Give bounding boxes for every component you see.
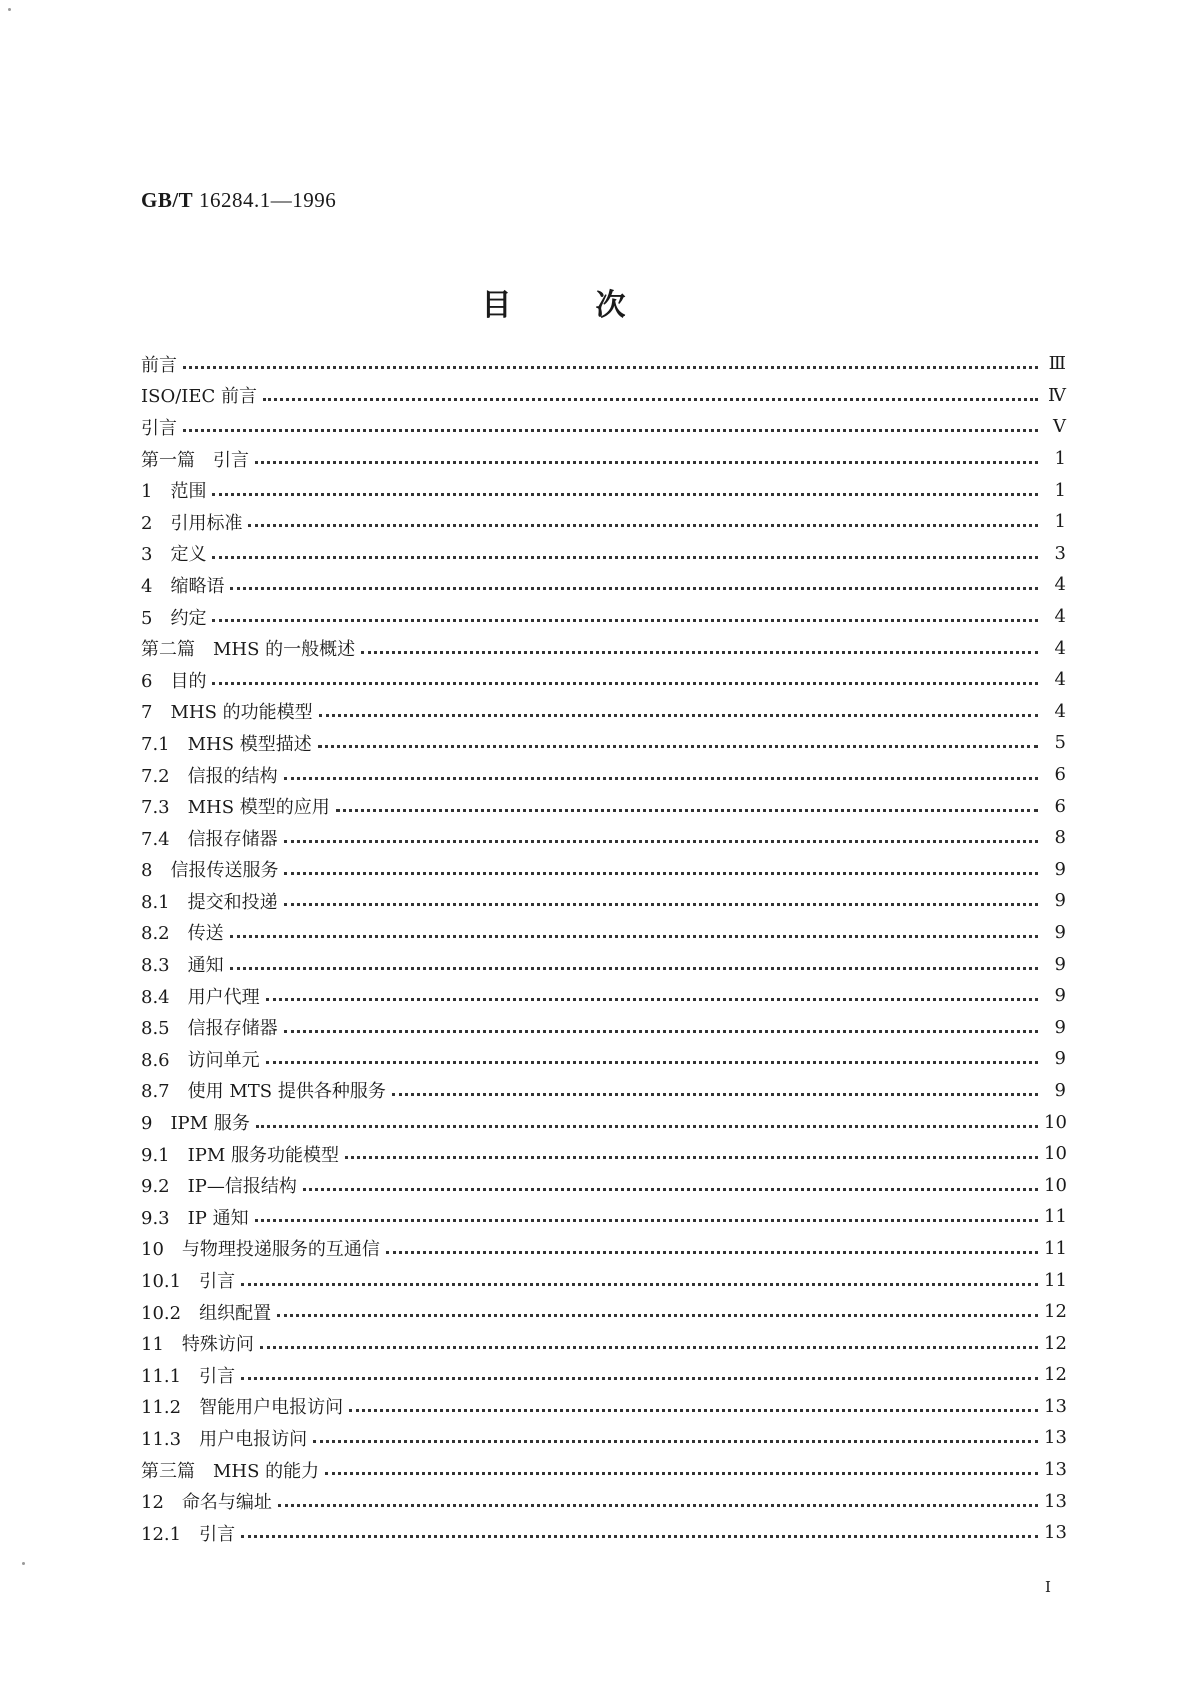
toc-entry-page: 1 [1054, 448, 1066, 470]
dot-leader [336, 809, 1038, 812]
toc-entry-label: 2 引用标准 [141, 512, 243, 534]
toc-entry-page: 4 [1054, 669, 1066, 691]
toc-entry[interactable] [141, 348, 1066, 380]
standard-number: 16284.1—1996 [198, 188, 337, 212]
toc-entry[interactable] [141, 1264, 1066, 1296]
dot-leader [266, 1061, 1038, 1064]
dot-leader [325, 1472, 1038, 1475]
page-number: Ⅰ [1045, 1580, 1051, 1596]
table-of-contents [141, 348, 1066, 1549]
dot-leader [284, 777, 1038, 780]
toc-entry-page: 9 [1054, 858, 1066, 880]
toc-entry[interactable] [141, 1106, 1066, 1138]
toc-entry-page: 6 [1054, 795, 1066, 817]
toc-entry-label: 8 信报传送服务 [141, 860, 279, 882]
dot-leader [241, 1283, 1038, 1286]
toc-entry-page: 9 [1054, 985, 1066, 1007]
toc-entry-page: 13 [1044, 1459, 1067, 1481]
toc-entry-label: 9.2 IP—信报结构 [141, 1176, 297, 1198]
toc-entry-page: 10 [1044, 1143, 1067, 1165]
toc-entry-label: 9 IPM 服务 [141, 1113, 250, 1135]
toc-entry-label: 10 与物理投递服务的互通信 [141, 1239, 380, 1261]
toc-entry[interactable] [141, 822, 1066, 854]
dot-leader [319, 714, 1038, 717]
toc-entry-page: 11 [1044, 1269, 1067, 1291]
toc-entry[interactable] [141, 917, 1066, 949]
toc-entry[interactable] [141, 948, 1066, 980]
toc-entry[interactable] [141, 1454, 1066, 1486]
toc-entry[interactable] [141, 632, 1066, 664]
standard-prefix: GB/T [141, 188, 194, 212]
toc-entry-page: 9 [1054, 953, 1066, 975]
dot-leader [230, 935, 1038, 938]
scan-speck [22, 1562, 25, 1565]
dot-leader [230, 587, 1038, 590]
dot-leader [263, 398, 1038, 401]
toc-entry[interactable] [141, 696, 1066, 728]
dot-leader [392, 1093, 1038, 1096]
toc-entry-label: 7 MHS 的功能模型 [141, 702, 313, 724]
toc-entry-page: 4 [1054, 700, 1066, 722]
toc-entry[interactable] [141, 411, 1066, 443]
toc-entry-page: Ⅳ [1048, 384, 1066, 406]
toc-entry-label: 8.7 使用 MTS 提供各种服务 [141, 1081, 386, 1103]
toc-entry[interactable] [141, 1011, 1066, 1043]
toc-entry[interactable] [141, 664, 1066, 696]
toc-entry-label: 第三篇 MHS 的能力 [141, 1460, 320, 1482]
toc-entry-label: 11.1 引言 [141, 1365, 236, 1387]
dot-leader [212, 619, 1038, 622]
dot-leader [361, 651, 1038, 654]
toc-entry[interactable] [141, 1233, 1066, 1265]
toc-entry-page: 12 [1044, 1332, 1067, 1354]
toc-entry-label: 8.2 传送 [141, 923, 224, 945]
toc-entry-label: 6 目的 [141, 670, 207, 692]
toc-entry-label: ISO/IEC 前言 [141, 386, 258, 408]
toc-entry-label: 5 约定 [141, 607, 207, 629]
toc-entry-label: 8.6 访问单元 [141, 1049, 260, 1071]
toc-entry[interactable] [141, 1075, 1066, 1107]
toc-entry-label: 12 命名与编址 [141, 1492, 272, 1514]
toc-entry[interactable] [141, 1043, 1066, 1075]
toc-entry[interactable] [141, 1138, 1066, 1170]
dot-leader [248, 524, 1038, 527]
toc-entry-label: 8.5 信报存储器 [141, 1018, 278, 1040]
toc-entry-label: 7.1 MHS 模型描述 [141, 733, 312, 755]
toc-entry-page: 1 [1054, 511, 1066, 533]
toc-entry-label: 第一篇 引言 [141, 449, 249, 471]
dot-leader [349, 1409, 1038, 1412]
toc-entry-page: 5 [1054, 732, 1066, 754]
dot-leader [318, 745, 1038, 748]
toc-entry[interactable] [141, 569, 1066, 601]
toc-entry-page: Ⅲ [1048, 353, 1066, 375]
dot-leader [386, 1251, 1038, 1254]
toc-entry[interactable] [141, 727, 1066, 759]
toc-entry-page: 9 [1054, 1016, 1066, 1038]
toc-entry-page: 4 [1054, 574, 1066, 596]
toc-entry-label: 1 范围 [141, 481, 207, 503]
toc-entry-label: 8.3 通知 [141, 955, 224, 977]
dot-leader [284, 872, 1038, 875]
toc-entry-page: 4 [1054, 606, 1066, 628]
dot-leader [212, 493, 1038, 496]
dot-leader [230, 967, 1038, 970]
dot-leader [212, 556, 1038, 559]
toc-entry-label: 前言 [141, 354, 177, 376]
dot-leader [313, 1440, 1038, 1443]
toc-entry[interactable] [141, 1391, 1066, 1423]
standard-code [141, 188, 336, 213]
toc-entry-label: 引言 [141, 417, 177, 439]
toc-entry[interactable] [141, 601, 1066, 633]
dot-leader [284, 1030, 1038, 1033]
toc-entry-page: 9 [1054, 921, 1066, 943]
toc-entry[interactable] [141, 1169, 1066, 1201]
toc-entry-page: 12 [1044, 1301, 1067, 1323]
dot-leader [255, 1219, 1038, 1222]
toc-entry[interactable] [141, 1327, 1066, 1359]
toc-entry-label: 8.4 用户代理 [141, 986, 260, 1008]
toc-entry-page: 10 [1044, 1174, 1067, 1196]
dot-leader [266, 998, 1038, 1001]
toc-entry[interactable] [141, 885, 1066, 917]
dot-leader [183, 429, 1038, 432]
toc-entry-page: 11 [1044, 1237, 1067, 1259]
dot-leader [284, 903, 1038, 906]
toc-entry[interactable] [141, 759, 1066, 791]
toc-entry-label: 4 缩略语 [141, 575, 225, 597]
toc-entry[interactable] [141, 538, 1066, 570]
toc-entry-label: 9.3 IP 通知 [141, 1207, 249, 1229]
dot-leader [345, 1156, 1038, 1159]
toc-entry-page: 6 [1054, 764, 1066, 786]
toc-entry[interactable] [141, 1422, 1066, 1454]
toc-entry-label: 9.1 IPM 服务功能模型 [141, 1144, 339, 1166]
toc-entry-label: 11.2 智能用户电报访问 [141, 1397, 344, 1419]
toc-entry-page: Ⅴ [1053, 416, 1066, 438]
toc-entry-label: 7.4 信报存储器 [141, 828, 278, 850]
toc-entry[interactable] [141, 443, 1066, 475]
toc-entry-label: 10.1 引言 [141, 1271, 236, 1293]
toc-entry-label: 8.1 提交和投递 [141, 891, 278, 913]
toc-entry[interactable] [141, 790, 1066, 822]
toc-entry-page: 13 [1044, 1395, 1067, 1417]
toc-entry-page: 9 [1054, 1048, 1066, 1070]
dot-leader [241, 1535, 1038, 1538]
dot-leader [255, 461, 1038, 464]
page-title: 目次 [481, 288, 710, 323]
toc-entry[interactable] [141, 1485, 1066, 1517]
toc-entry-page: 13 [1044, 1427, 1067, 1449]
toc-entry-page: 10 [1044, 1111, 1067, 1133]
toc-entry[interactable] [141, 474, 1066, 506]
toc-entry-page: 13 [1044, 1522, 1067, 1544]
toc-entry[interactable] [141, 1359, 1066, 1391]
toc-entry-label: 第二篇 MHS 的一般概述 [141, 639, 356, 661]
toc-entry-page: 1 [1054, 479, 1066, 501]
toc-entry-label: 3 定义 [141, 544, 207, 566]
toc-entry-page: 13 [1044, 1490, 1067, 1512]
toc-entry[interactable] [141, 854, 1066, 886]
toc-entry-page: 3 [1054, 542, 1066, 564]
dot-leader [277, 1314, 1038, 1317]
dot-leader [303, 1188, 1038, 1191]
dot-leader [241, 1377, 1038, 1380]
toc-entry-label: 7.2 信报的结构 [141, 765, 278, 787]
dot-leader [284, 840, 1038, 843]
toc-entry-label: 12.1 引言 [141, 1523, 236, 1545]
toc-entry[interactable] [141, 1296, 1066, 1328]
toc-entry-label: 11.3 用户电报访问 [141, 1428, 308, 1450]
toc-entry-page: 9 [1054, 890, 1066, 912]
dot-leader [256, 1125, 1038, 1128]
toc-entry-label: 7.3 MHS 模型的应用 [141, 797, 330, 819]
scan-speck [8, 8, 11, 11]
toc-entry[interactable] [141, 1201, 1066, 1233]
dot-leader [212, 682, 1038, 685]
toc-entry[interactable] [141, 1517, 1066, 1549]
toc-entry-page: 12 [1044, 1364, 1067, 1386]
dot-leader [260, 1346, 1038, 1349]
toc-entry[interactable] [141, 980, 1066, 1012]
dot-leader [183, 366, 1038, 369]
toc-entry-page: 11 [1044, 1206, 1067, 1228]
dot-leader [278, 1504, 1038, 1507]
toc-entry-page: 9 [1054, 1079, 1066, 1101]
toc-entry-label: 10.2 组织配置 [141, 1302, 272, 1324]
toc-entry-page: 8 [1054, 827, 1066, 849]
toc-entry-page: 4 [1054, 637, 1066, 659]
toc-entry-label: 11 特殊访问 [141, 1334, 254, 1356]
toc-entry[interactable] [141, 506, 1066, 538]
toc-entry[interactable] [141, 380, 1066, 412]
